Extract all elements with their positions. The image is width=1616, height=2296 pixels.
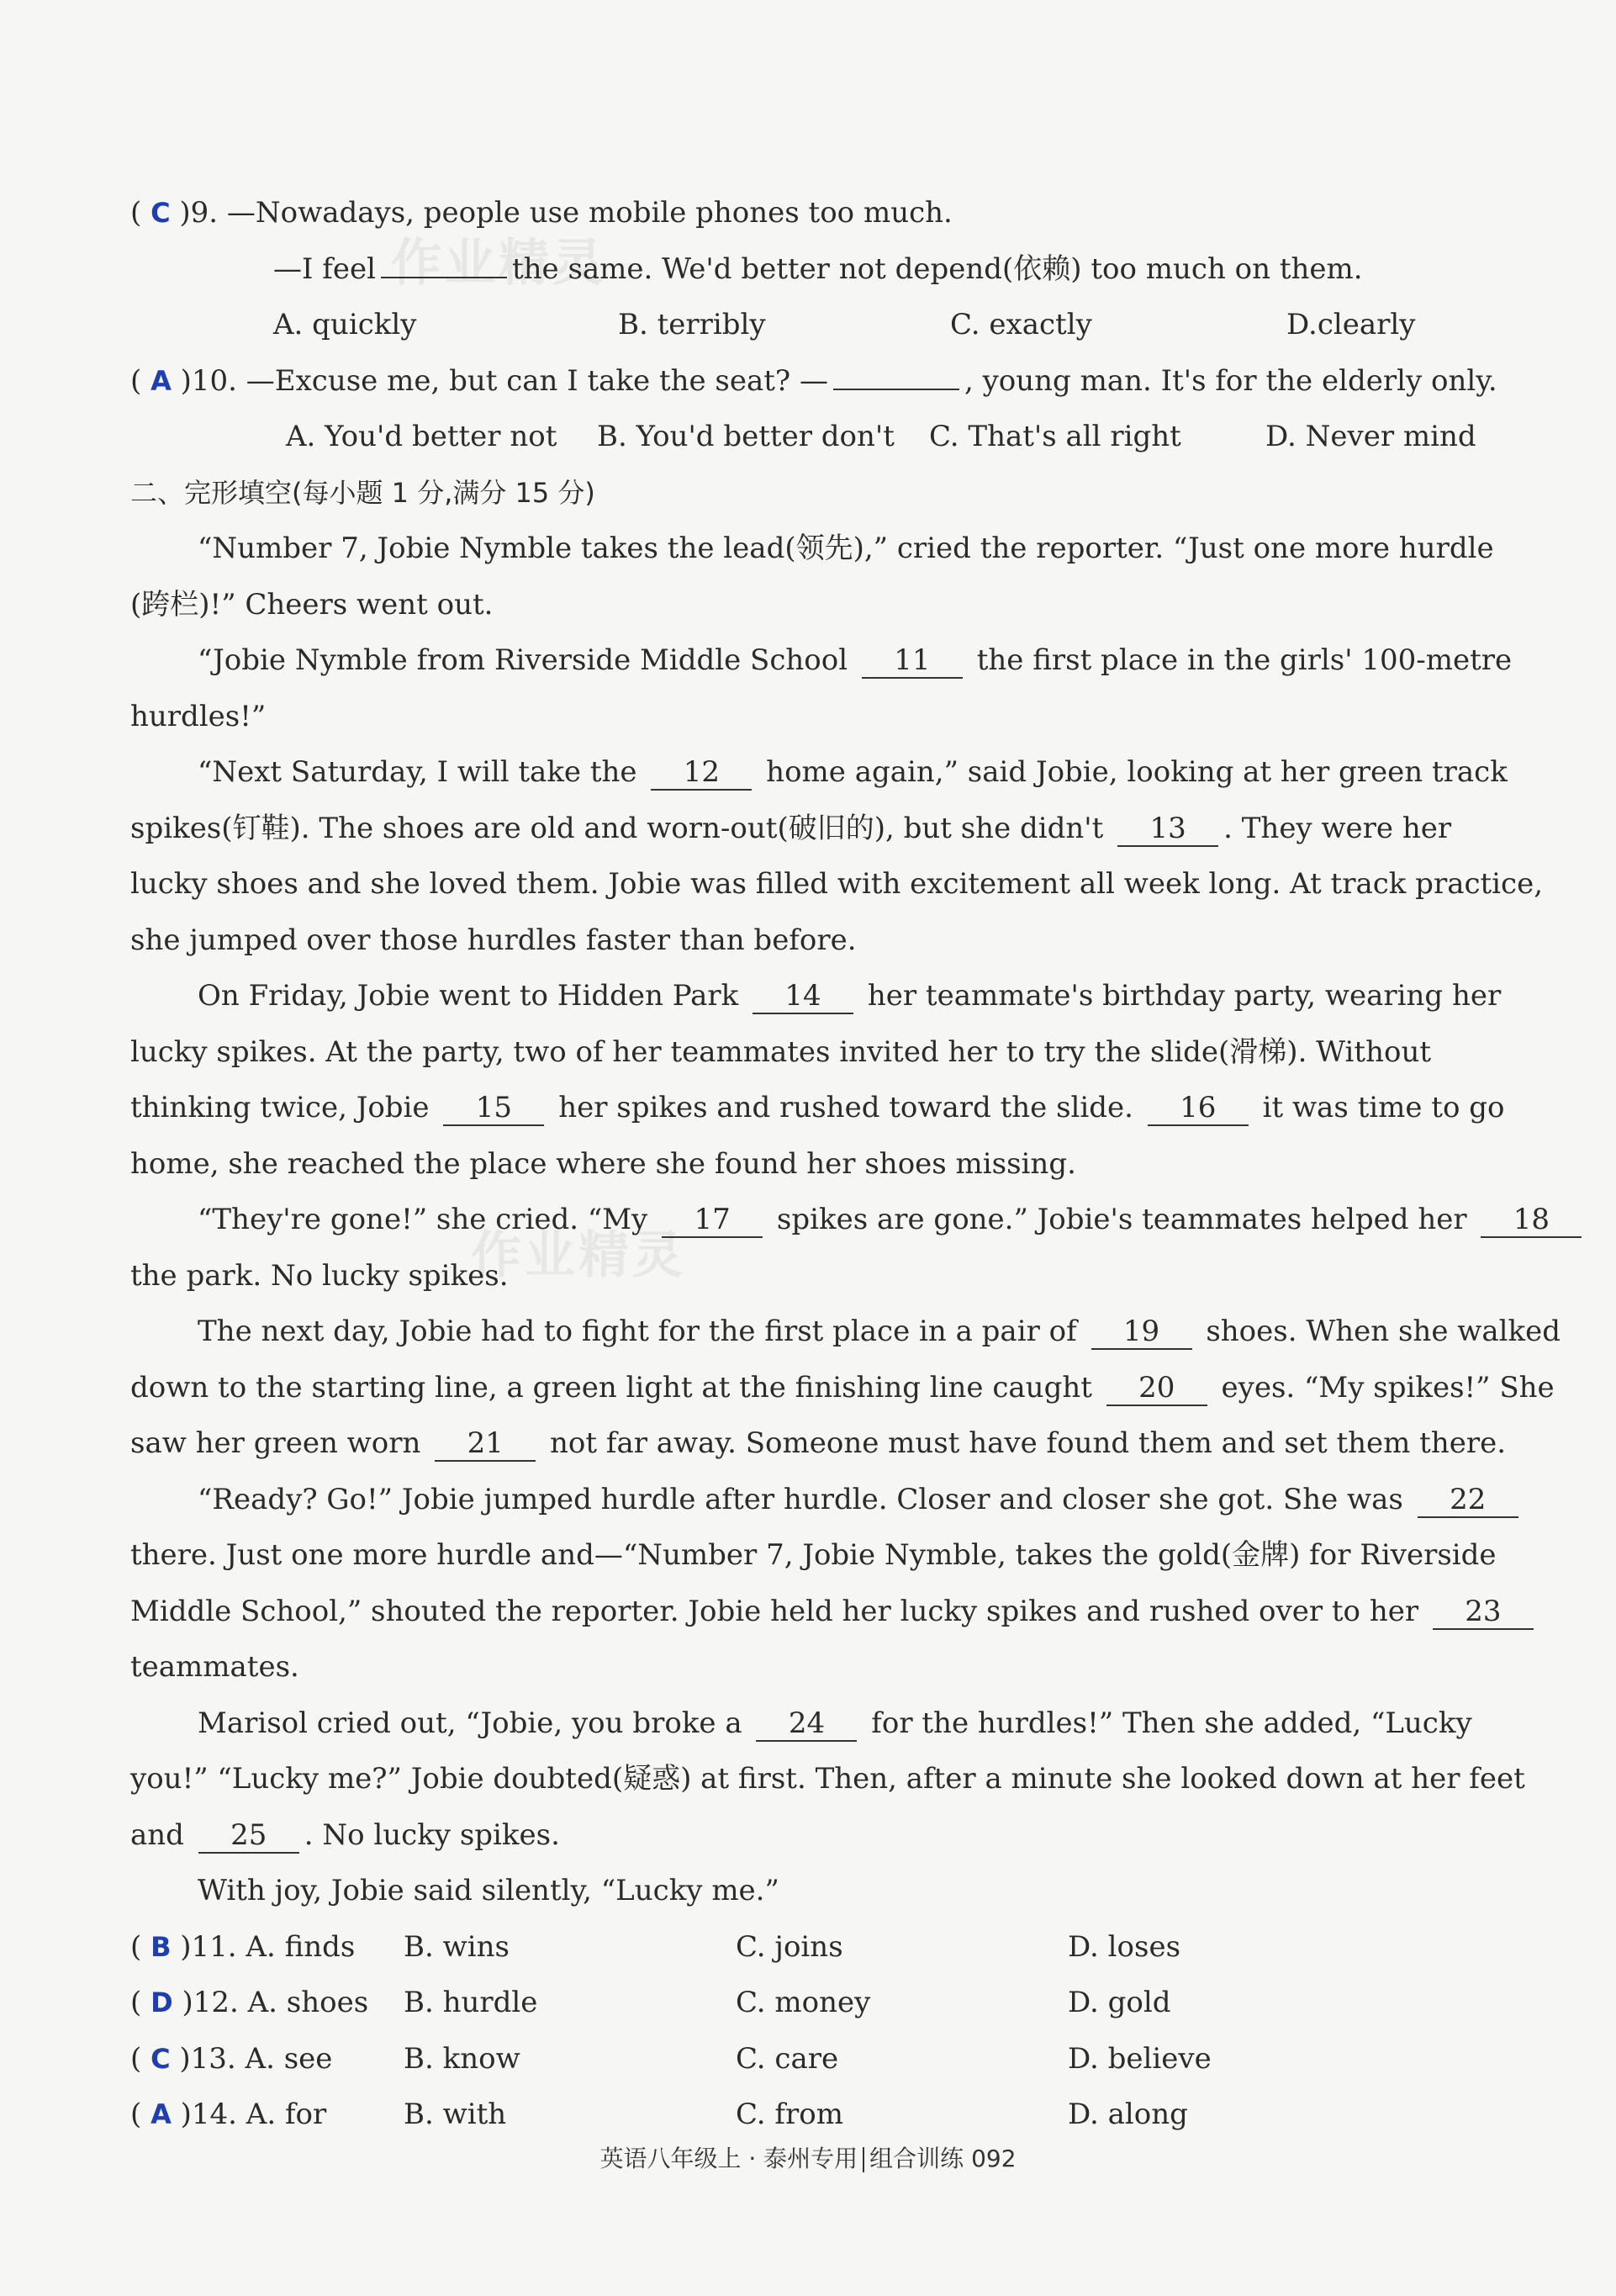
- footer-book-title: 英语八年级上 · 泰州专用: [599, 2145, 858, 2172]
- option-b: B. You'd better don't: [597, 420, 895, 453]
- blank-24: 24: [756, 1706, 857, 1742]
- question-stem: )9. —Nowadays, people use mobile phones too much.: [179, 196, 953, 230]
- question-9-line2: [130, 241, 1526, 298]
- passage-line: “Next Saturday, I will take the 12 home again,” said Jobie, looking at her green track: [198, 755, 1508, 789]
- passage-line: Marisol cried out, “Jobie, you broke a 24 for the hurdles!” Then she added, “Lucky: [198, 1706, 1472, 1740]
- footer-divider: [863, 2147, 864, 2172]
- passage-line: home, she reached the place where she found her shoes missing.: [130, 1146, 1076, 1181]
- blank-19: 19: [1091, 1315, 1192, 1350]
- passage-line: and 25 . No lucky spikes.: [130, 1817, 560, 1852]
- answer-blank: [833, 389, 959, 390]
- passage-line: On Friday, Jobie went to Hidden Park 14 her teammate's birthday party, wearing her: [198, 979, 1502, 1013]
- passage-line: “Jobie Nymble from Riverside Middle School 11 the first place in the girls' 100-metre: [198, 643, 1513, 677]
- section-title: 二、完形填空(每小题 1 分,满分 15 分): [130, 476, 595, 509]
- watermark: 作业精灵: [391, 234, 606, 293]
- blank-18: 18: [1481, 1203, 1582, 1238]
- mc-question-11: ( B )11. A. finds B. wins C. joins D. loses: [130, 1929, 1181, 1964]
- passage-line: the park. No lucky spikes.: [130, 1258, 509, 1293]
- option-a: A. You'd better not: [286, 420, 557, 453]
- passage-line: teammates.: [130, 1650, 299, 1684]
- blank-15: 15: [443, 1091, 544, 1126]
- option-c: C. That's all right: [929, 420, 1181, 453]
- blank-14: 14: [753, 979, 853, 1014]
- passage-line: down to the starting line, a green light at the finishing line caught 20 eyes. “My spikes!” She: [130, 1370, 1555, 1405]
- text: —I feel: [273, 251, 376, 286]
- answer-mark: A: [151, 2098, 172, 2130]
- question-10-options: [130, 409, 1526, 465]
- question-stem: )10. —Excuse me, but can I take the seat? —: [180, 363, 828, 398]
- passage-line: (跨栏)!” Cheers went out.: [130, 587, 494, 622]
- watermark: 作业精灵: [471, 1226, 686, 1285]
- passage-line: “Number 7, Jobie Nymble takes the lead(领先),” cried the reporter. “Just one more hurdle: [198, 532, 1494, 565]
- mc-question-14: ( A )14. A. for B. with C. from D. along: [130, 2098, 1188, 2131]
- answer-blank: [381, 277, 507, 278]
- passage-line: there. Just one more hurdle and—“Number 7, Jobie Nymble, takes the gold(金牌) for Riverside: [130, 1538, 1497, 1572]
- question-9-options: [130, 297, 1526, 353]
- blank-23: 23: [1433, 1595, 1534, 1630]
- option-b: B. terribly: [618, 308, 766, 341]
- question-9: ( C )9. —Nowadays, people use mobile phones too much.: [130, 196, 953, 230]
- passage-line: “Ready? Go!” Jobie jumped hurdle after hurdle. Closer and closer she got. She was 22: [130, 1472, 1526, 1528]
- mc-question-12: ( D )12. A. shoes B. hurdle C. money D. gold: [130, 1986, 1171, 2019]
- blank-22: 22: [1418, 1483, 1518, 1518]
- blank-16: 16: [1148, 1091, 1249, 1126]
- answer-mark: B: [151, 1930, 172, 1963]
- option-d: D.clearly: [1286, 308, 1416, 341]
- option-c: C. exactly: [950, 308, 1092, 341]
- blank-11: 11: [862, 643, 963, 679]
- question-stem: , young man. It's for the elderly only.: [964, 363, 1497, 398]
- option-a: A. quickly: [273, 308, 417, 341]
- question-10: ( A )10. —Excuse me, but can I take the seat? — , young man. It's for the elderly only.: [130, 363, 1497, 398]
- text: the same. We'd better not depend(依赖) too much on them.: [511, 251, 1363, 286]
- passage-line: “They're gone!” she cried. “My 17 spikes are gone.” Jobie's teammates helped her 18: [130, 1192, 1526, 1248]
- answer-mark: C: [151, 2042, 171, 2075]
- passage-line: spikes(钉鞋). The shoes are old and worn-out(破旧的), but she didn't 13 . They were her: [130, 811, 1452, 845]
- passage-line: thinking twice, Jobie 15 her spikes and rushed toward the slide. 16 it was time to go: [130, 1091, 1505, 1124]
- passage-line: Middle School,” shouted the reporter. Jobie held her lucky spikes and rushed over to her 23: [130, 1584, 1526, 1640]
- passage-line: With joy, Jobie said silently, “Lucky me.”: [198, 1874, 779, 1907]
- worksheet: [130, 185, 1561, 2143]
- page-footer: [0, 2140, 1616, 2174]
- answer-mark: D: [151, 1987, 173, 2018]
- blank-20: 20: [1106, 1371, 1207, 1406]
- passage-line: she jumped over those hurdles faster than before.: [130, 923, 857, 957]
- passage-line: saw her green worn 21 not far away. Someone must have found them and set them there.: [130, 1426, 1507, 1460]
- mc-question-13: ( C )13. A. see B. know C. care D. believe: [130, 2041, 1212, 2076]
- blank-25: 25: [198, 1818, 299, 1854]
- blank-17: 17: [662, 1203, 763, 1238]
- passage-line: The next day, Jobie had to fight for the first place in a pair of 19 shoes. When she walked: [198, 1315, 1561, 1348]
- blank-13: 13: [1117, 812, 1218, 847]
- passage-line: you!” “Lucky me?” Jobie doubted(疑惑) at first. Then, after a minute she looked down at her feet: [130, 1762, 1525, 1796]
- blank-21: 21: [435, 1426, 536, 1462]
- answer-mark: C: [151, 197, 171, 229]
- passage-line: hurdles!”: [130, 699, 267, 733]
- option-d: D. Never mind: [1265, 420, 1476, 453]
- answer-mark: A: [151, 364, 172, 397]
- blank-12: 12: [651, 755, 752, 791]
- passage-line: lucky spikes. At the party, two of her teammates invited her to try the slide(滑梯). Without: [130, 1034, 1431, 1069]
- footer-page-label: 组合训练 092: [869, 2145, 1017, 2172]
- passage-line: lucky shoes and she loved them. Jobie was filled with excitement all week long. At track practice,: [130, 867, 1544, 901]
